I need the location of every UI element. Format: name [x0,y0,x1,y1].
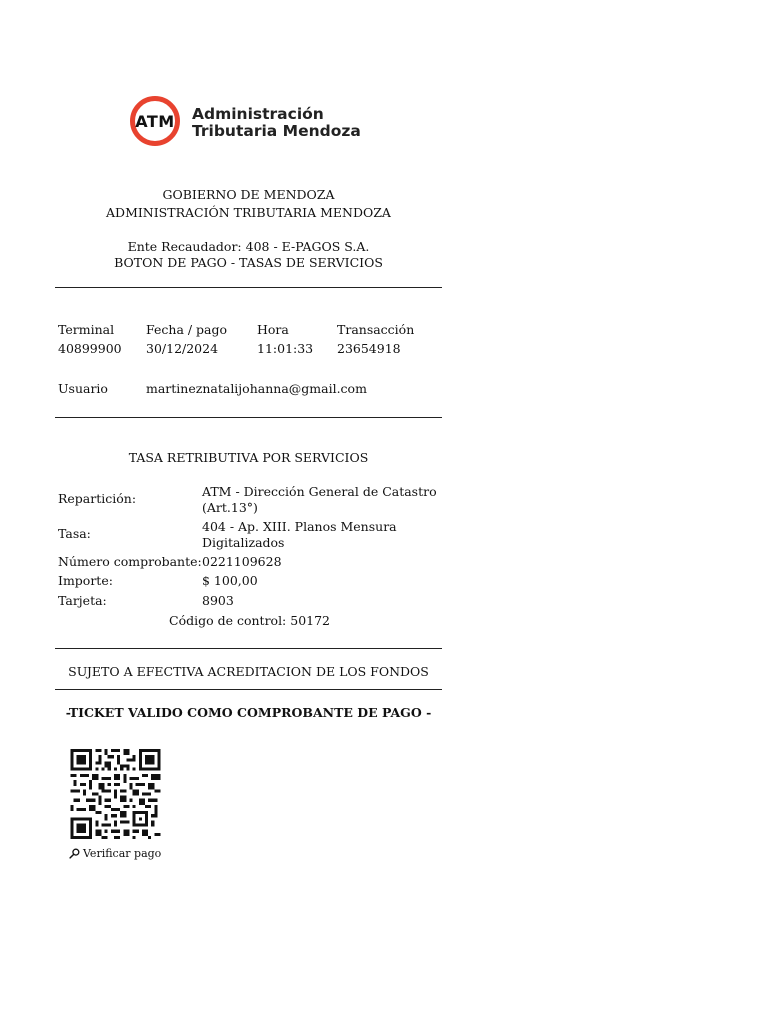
funds-notice: SUJETO A EFECTIVA ACREDITACION DE LOS FONDOS [68,664,429,679]
transaccion-value: 23654918 [337,341,401,356]
usuario-label: Usuario [58,381,108,396]
logo-wordmark [192,106,361,140]
hora-label: Hora [257,322,289,337]
fecha-value: 30/12/2024 [146,341,219,356]
header-collector: Ente Recaudador: 408 - E-PAGOS S.A. [127,239,370,254]
logo-line-1: Administración [192,105,324,123]
atm-logo [130,96,370,156]
terminal-value: 40899900 [58,341,122,356]
importe-value: $ 100,00 [202,573,258,588]
transaccion-label: Transacción [337,322,415,337]
numero-label: Número comprobante: [58,554,202,569]
control-code: Código de control: 50172 [169,613,331,628]
fecha-label: Fecha / pago [146,322,228,337]
detail-title: TASA RETRIBUTIVA POR SERVICIOS [128,450,369,465]
reparticion-value: ATM - Dirección General de Catastro (Art.13°) [202,484,437,515]
verify-payment-link[interactable] [69,847,161,860]
divider [55,417,442,418]
tasa-value: 404 - Ap. XIII. Planos Mensura Digitalizados [202,519,397,550]
logo-line-2: Tributaria Mendoza [192,122,361,140]
divider [55,648,442,649]
numero-value: 0221109628 [202,554,282,569]
tarjeta-value: 8903 [202,593,234,608]
terminal-label: Terminal [58,322,115,337]
logo-abbr: ATM [135,111,175,131]
logo-ring [130,96,180,146]
usuario-value: martineznatalijohanna@gmail.com [146,381,367,396]
importe-label: Importe: [58,573,113,588]
divider [55,689,442,690]
reparticion-label: Repartición: [58,491,137,506]
ticket-notice: -TICKET VALIDO COMO COMPROBANTE DE PAGO - [65,705,432,720]
tasa-label: Tasa: [58,526,91,541]
header-service: BOTON DE PAGO - TASAS DE SERVICIOS [114,255,383,270]
divider [55,287,442,288]
hora-value: 11:01:33 [257,341,314,356]
verification-qr-code[interactable] [68,749,163,839]
verify-payment-label: Verificar pago [83,847,162,860]
header-government: GOBIERNO DE MENDOZA [162,187,335,202]
tarjeta-label: Tarjeta: [58,593,107,608]
magnifier-icon [69,848,80,859]
header-block [55,186,442,271]
header-agency: ADMINISTRACIÓN TRIBUTARIA MENDOZA [106,205,391,220]
